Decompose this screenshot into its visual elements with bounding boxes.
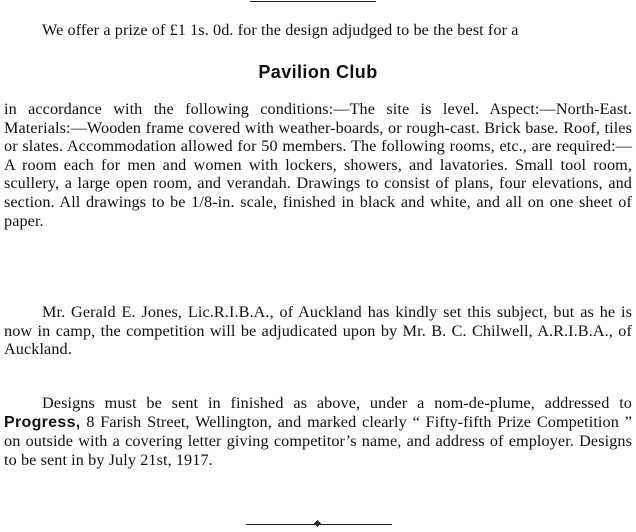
addressee-name: Progress, [4, 413, 81, 431]
submission-text-after: 8 Farish Street, Wellington, and marked clearly “ Fifty-fifth Prize Competition ” on outside with a covering letter giving competitor’s name, and address of employer. Designs to be sent in by July 21st, 1917. [4, 412, 632, 469]
submission-text-before: Designs must be sent in finished as above, under a nom-de-plume, addressed to [42, 394, 632, 412]
conditions-paragraph: in accordance with the following conditions:—The site is level. Aspect:—North-East. Materials:—Wooden frame covered with weather-boards, or rough-cast. Brick base. Roof, tiles or slates. Accommodation allowed for 50 members. The following rooms, etc., are required:—A room each for men and women with lockers, showers, and lavatories. Small tool room, scullery, a large open room, and verandah. Drawings to consist of plans, four elevations, and section. All drawings to be 1/8-in. scale, finished in black and white, and all on one sheet of paper. [4, 100, 632, 230]
diamond-ornament [314, 520, 321, 527]
intro-paragraph: We offer a prize of £1 1s. 0d. for the design adjudged to be the best for a [42, 21, 519, 39]
top-rule [250, 1, 376, 2]
setter-paragraph: Mr. Gerald E. Jones, Lic.R.I.B.A., of Auckland has kindly set this subject, but as he is now in camp, the competition will be adjudicated upon by Mr. B. C. Chilwell, A.R.I.B.A., of Auckland. [4, 303, 632, 359]
submission-paragraph [4, 394, 632, 469]
notice-title: Pavilion Club [258, 62, 378, 82]
